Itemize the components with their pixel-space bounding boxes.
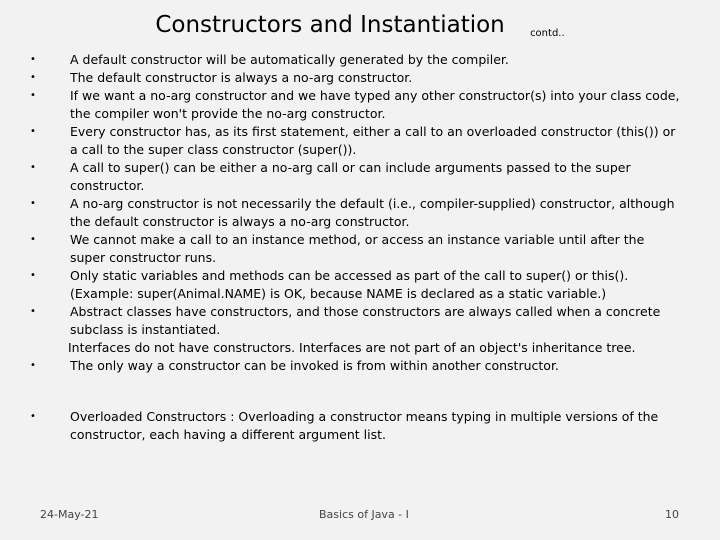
bullet-text: A default constructor will be automatically generated by the compiler. [70, 52, 509, 67]
bullet-icon: • [30, 54, 36, 65]
footer-course: Basics of Java - I [319, 508, 409, 521]
bullet-icon: • [30, 198, 36, 209]
bullet-item [30, 195, 680, 231]
overload-label: Overloaded Constructors : [70, 409, 235, 424]
bullet-text: The only way a constructor can be invoked is from within another constructor. [70, 358, 559, 373]
bullet-item [30, 51, 680, 69]
bullet-item [30, 231, 680, 267]
bullet-icon: • [30, 90, 36, 101]
bullet-icon: • [30, 234, 36, 245]
bullet-text: Every constructor has, as its first statement, either a call to an overloaded constructor (this()) or a call to the super class constructor (super()). [70, 124, 676, 157]
title-contd: contd.. [530, 28, 565, 39]
page-number: 10 [665, 508, 679, 521]
bullet-icon: • [30, 162, 36, 173]
plain-line-text: Interfaces do not have constructors. Interfaces are not part of an object's inheritance tree. [68, 340, 636, 355]
bullet-item-overloaded [30, 408, 680, 444]
bullet-icon: • [30, 411, 36, 422]
bullet-item [30, 69, 680, 87]
bullet-item [30, 267, 680, 303]
bullet-item [30, 123, 680, 159]
footer-date: 24-May-21 [40, 508, 99, 521]
slide-title [0, 9, 720, 50]
bullet-icon: • [30, 126, 36, 137]
bullet-text: Abstract classes have constructors, and those constructors are always called when a concrete subclass is instantiated. [70, 304, 661, 337]
bullet-icon: • [30, 306, 36, 317]
bullet-item [30, 87, 680, 123]
bullet-text: A no-arg constructor is not necessarily the default (i.e., compiler-supplied) constructor, although the default constructor is always a no-arg constructor. [70, 196, 675, 229]
bullet-list [30, 51, 680, 444]
bullet-icon: • [30, 360, 36, 371]
bullet-icon: • [30, 72, 36, 83]
bullet-text: Only static variables and methods can be accessed as part of the call to super() or this(). (Example: super(Animal.NAME) is OK, because NAME is declared as a static variable.) [70, 268, 629, 301]
bullet-icon: • [30, 270, 36, 281]
overload-text: Overloading a constructor means typing in multiple versions of the constructor, each having a different argument list. [70, 409, 659, 442]
bullet-text: A call to super() can be either a no-arg call or can include arguments passed to the super constructor. [70, 160, 631, 193]
bullet-item [30, 357, 680, 375]
bullet-item [30, 159, 680, 195]
bullet-text: If we want a no-arg constructor and we have typed any other constructor(s) into your class code, the compiler won't provide the no-arg constructor. [70, 88, 680, 121]
plain-line [30, 339, 680, 357]
bullet-text: The default constructor is always a no-arg constructor. [70, 70, 413, 85]
bullet-item [30, 303, 680, 339]
title-text: Constructors and Instantiation [155, 12, 505, 38]
bullet-text: We cannot make a call to an instance method, or access an instance variable until after the super constructor runs. [70, 232, 645, 265]
